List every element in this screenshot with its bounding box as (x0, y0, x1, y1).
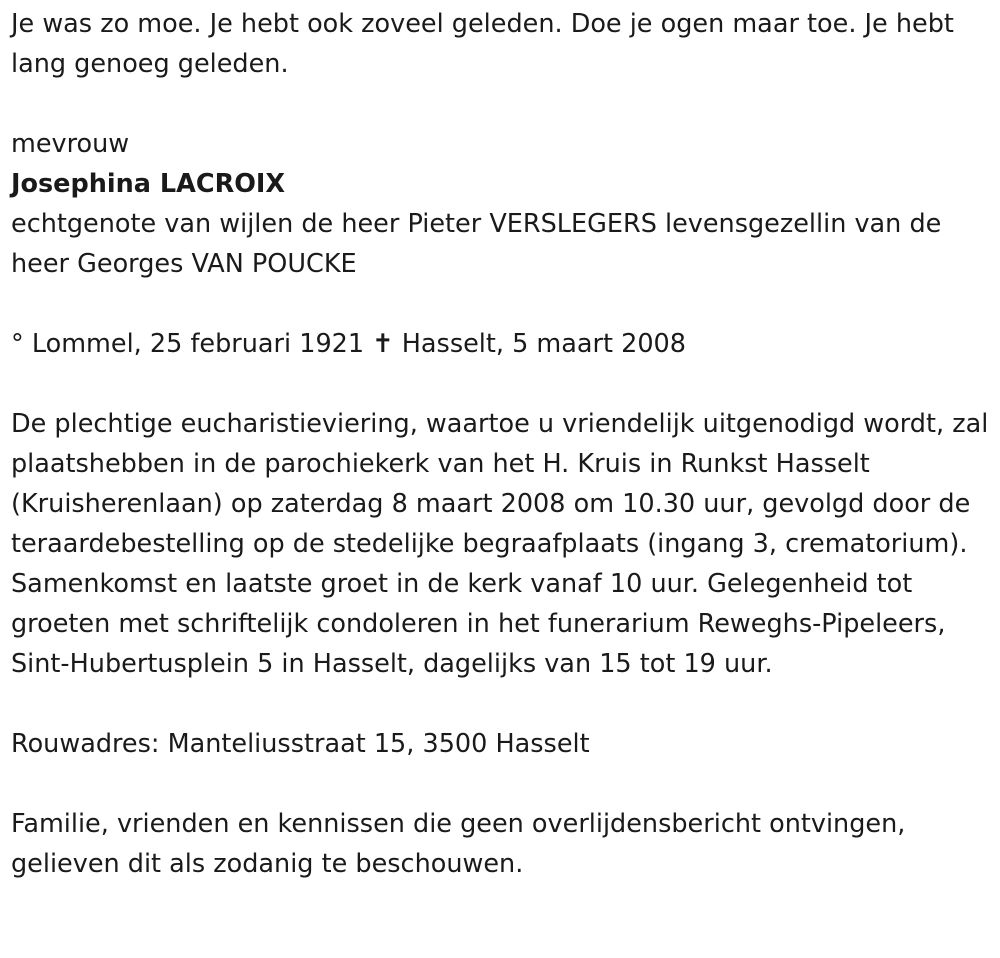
cross-icon: ✝ (372, 329, 394, 359)
opening-quote: Je was zo moe. Je hebt ook zoveel geleden. Doe je ogen maar toe. Je hebt lang genoeg geleden. (11, 9, 954, 79)
relation-text: echtgenote van wijlen de heer Pieter VERSLEGERS levensgezellin van de heer Georges VAN POUCKE (11, 209, 942, 279)
mourning-address: Rouwadres: Manteliusstraat 15, 3500 Hasselt (11, 729, 590, 759)
birth-date: Lommel, 25 februari 1921 (31, 329, 365, 359)
life-dates (11, 324, 990, 364)
spacer (11, 764, 990, 804)
spacer (11, 84, 990, 124)
closing-note: Familie, vrienden en kennissen die geen overlijdensbericht ontvingen, gelieven dit als zodanig te beschouwen. (11, 809, 906, 879)
ceremony-details: De plechtige eucharistieviering, waartoe u vriendelijk uitgenodigd wordt, zal plaatshebben in de parochiekerk van het H. Kruis in Runkst Hasselt (Kruisherenlaan) op zaterdag 8 maart 2008 om 10.30 uur, gevolgd door de teraardebestelling op de stedelijke begraafplaats (ingang 3, crematorium). Samenkomst en laatste groet in de kerk vanaf 10 uur. Gelegenheid tot groeten met schriftelijk condoleren in het funerarium Reweghs-Pipeleers, Sint-Hubertusplein 5 in Hasselt, dagelijks van 15 tot 19 uur. (11, 409, 989, 679)
death-date: Hasselt, 5 maart 2008 (401, 329, 686, 359)
birth-symbol: ° (11, 329, 24, 359)
honorific-title: mevrouw (11, 129, 130, 159)
spacer (11, 684, 990, 724)
deceased-name: Josephina LACROIX (11, 169, 286, 199)
spacer (11, 284, 990, 324)
spacer (11, 364, 990, 404)
